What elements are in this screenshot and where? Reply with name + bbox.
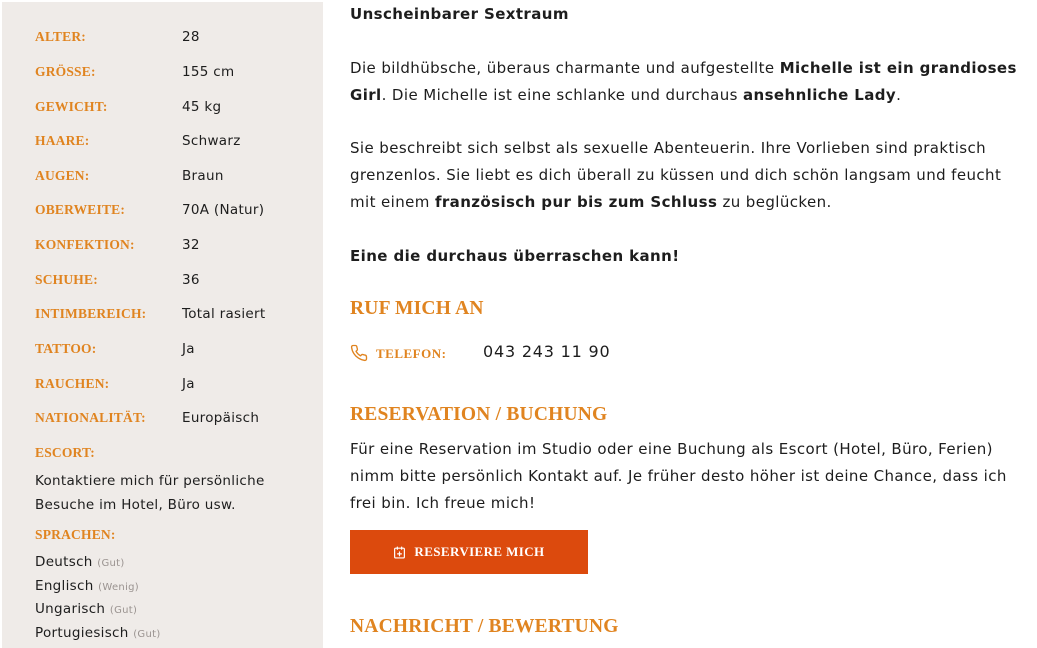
attr-label-augen: AUGEN: <box>35 168 90 183</box>
language-name: Deutsch <box>35 554 93 570</box>
language-item <box>35 578 161 602</box>
attr-value-haare: Schwarz <box>182 133 241 149</box>
attr-label-nationalitaet: NATIONALITÄT: <box>35 410 146 425</box>
call-heading: RUF MICH AN <box>350 298 484 319</box>
languages-label: SPRACHEN: <box>35 527 116 542</box>
attr-label-schuhe: SCHUHE: <box>35 272 98 287</box>
phone-label: TELEFON: <box>376 346 447 361</box>
reservation-text: Für eine Reservation im Studio oder eine Buchung als Escort (Hotel, Büro, Ferien) nimm bitte persönlich Kontakt auf. Je früher desto höher ist deine Chance, dass ich frei bin. Ich freue mich! <box>350 440 1007 512</box>
attr-value-intimbereich: Total rasiert <box>182 306 266 322</box>
profile-sidebar <box>2 2 323 648</box>
attr-value-nationalitaet: Europäisch <box>182 410 260 426</box>
languages-list <box>35 554 161 648</box>
language-name: Englisch <box>35 577 94 594</box>
description-paragraph-1: Die bildhübsche, überaus charmante und aufgestellte Michelle ist ein grandioses Girl. Die Michelle ist eine schlanke und durchaus ansehnliche Lady. <box>350 59 1017 104</box>
reserve-button[interactable] <box>350 530 588 574</box>
language-level: (Gut) <box>97 558 125 569</box>
phone-row[interactable] <box>350 342 750 364</box>
attr-value-gewicht: 45 kg <box>182 99 222 115</box>
reservation-heading: RESERVATION / BUCHUNG <box>350 404 608 425</box>
language-item <box>35 625 161 648</box>
escort-text: Kontaktiere mich für persönliche Besuche im Hotel, Büro usw. <box>35 473 265 513</box>
attr-label-gewicht: GEWICHT: <box>35 99 108 114</box>
attr-value-alter: 28 <box>182 29 200 45</box>
attr-label-rauchen: RAUCHEN: <box>35 376 110 391</box>
attr-value-oberweite: 70A (Natur) <box>182 202 265 218</box>
language-level: (Wenig) <box>98 581 139 593</box>
attr-label-haare: HAARE: <box>35 133 90 148</box>
description-paragraph-3: Eine die durchaus überraschen kann! <box>350 247 680 265</box>
attr-value-augen: Braun <box>182 168 224 184</box>
description-heading: Unscheinbarer Sextraum <box>350 5 569 23</box>
attr-value-groesse: 155 cm <box>182 64 235 80</box>
attr-value-tattoo: Ja <box>182 341 195 357</box>
description-paragraph-2: Sie beschreibt sich selbst als sexuelle Abenteuerin. Ihre Vorlieben sind praktisch grenzenlos. Sie liebt es dich überall zu küssen und dich schön langsam und feucht mit einem französisch pur bis zum Schluss zu beglücken. <box>350 139 1002 211</box>
attr-value-rauchen: Ja <box>182 376 195 392</box>
language-level: (Gut) <box>109 605 138 616</box>
message-heading: NACHRICHT / BEWERTUNG <box>350 616 619 637</box>
attr-value-konfektion: 32 <box>182 237 200 253</box>
language-item <box>35 554 161 578</box>
attr-label-alter: ALTER: <box>35 29 86 44</box>
reserve-button-label: RESERVIERE MICH <box>414 544 545 559</box>
attr-value-schuhe: 36 <box>182 272 200 288</box>
language-level: (Gut) <box>133 628 161 640</box>
phone-number[interactable]: 043 243 11 90 <box>483 342 611 361</box>
language-name: Ungarisch <box>35 601 106 617</box>
attr-label-groesse: GRÖSSE: <box>35 64 96 79</box>
attr-label-intimbereich: INTIMBEREICH: <box>35 306 147 321</box>
calendar-plus-icon <box>393 546 406 559</box>
attr-label-tattoo: TATTOO: <box>35 341 97 356</box>
phone-icon <box>350 344 368 362</box>
language-name: Portugiesisch <box>35 624 129 641</box>
attr-label-oberweite: OBERWEITE: <box>35 202 126 217</box>
language-item <box>35 601 161 625</box>
escort-label: ESCORT: <box>35 445 95 460</box>
attr-label-konfektion: KONFEKTION: <box>35 237 135 252</box>
